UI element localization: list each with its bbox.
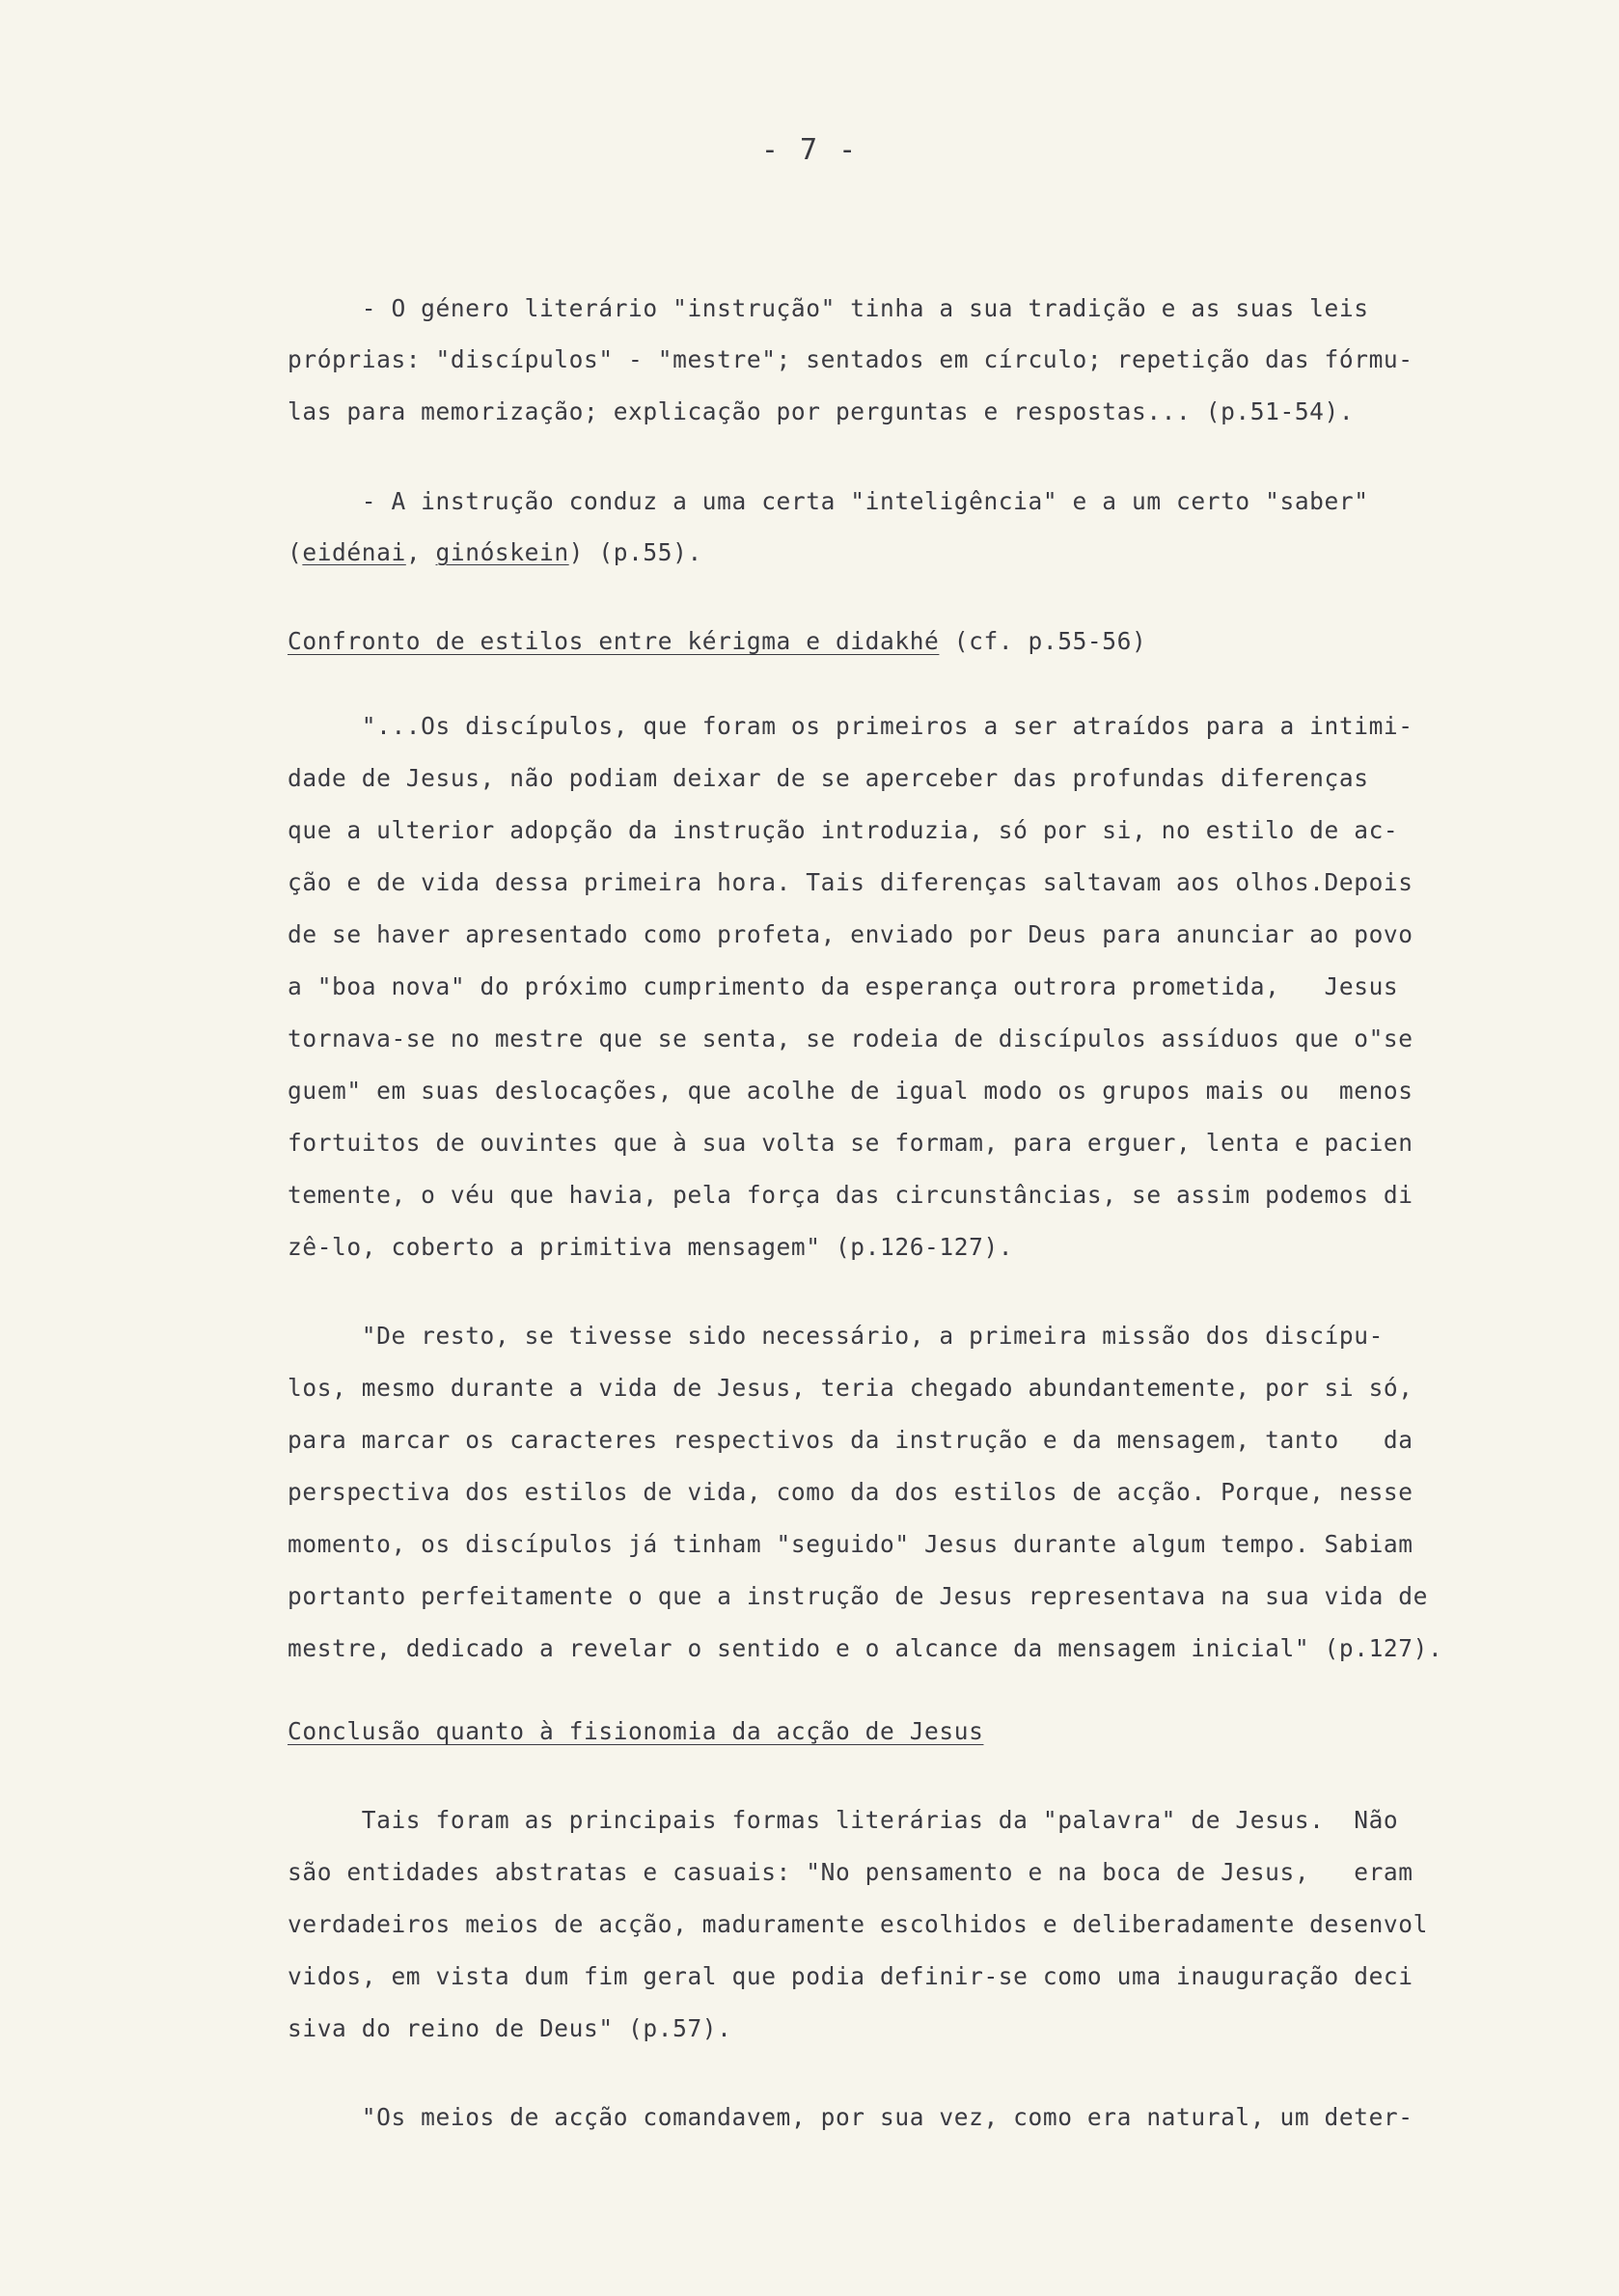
greek-term: ginóskein (435, 538, 569, 566)
section-heading-text: Conclusão quanto à fisionomia da acção de Jesus (288, 1717, 984, 1745)
section-heading-text: Confronto de estilos entre kérigma e didakhé (288, 627, 940, 655)
text-line: verdadeiros meios de acção, maduramente escolhidos e deliberadamente desenvol (288, 1910, 1428, 1938)
text-line: "Os meios de acção comandavem, por sua vez, como era natural, um deter- (288, 2103, 1413, 2131)
text-line: Tais foram as principais formas literárias da "palavra" de Jesus. Não (288, 1806, 1399, 1834)
text-line: "De resto, se tivesse sido necessário, a primeira missão dos discípu- (288, 1322, 1384, 1350)
section-heading-ref: (cf. p.55-56) (939, 627, 1147, 655)
section-heading (288, 1717, 983, 1746)
text-line: próprias: "discípulos" - "mestre"; sentados em círculo; repetição das fórmu- (288, 345, 1413, 373)
text-line: fortuitos de ouvintes que à sua volta se formam, para erguer, lenta e pacien (288, 1129, 1413, 1157)
text-line: dade de Jesus, não podiam deixar de se aperceber das profundas diferenças (288, 764, 1369, 792)
text-line: de se haver apresentado como profeta, enviado por Deus para anunciar ao povo (288, 920, 1413, 948)
text-line: para marcar os caracteres respectivos da instrução e da mensagem, tanto da (288, 1426, 1413, 1454)
text-line: las para memorização; explicação por perguntas e respostas... (p.51-54). (288, 397, 1355, 425)
section-heading (288, 627, 1146, 656)
text-line: guem" em suas deslocações, que acolhe de igual modo os grupos mais ou menos (288, 1077, 1413, 1105)
text-line: momento, os discípulos já tinham "seguido" Jesus durante algum tempo. Sabiam (288, 1530, 1413, 1558)
text-fragment: ) (p.55). (568, 538, 702, 566)
text-line: ção e de vida dessa primeira hora. Tais diferenças saltavam aos olhos.Depois (288, 868, 1413, 896)
text-line: são entidades abstratas e casuais: "No pensamento e na boca de Jesus, eram (288, 1858, 1413, 1886)
page-number: - 7 - (760, 133, 859, 167)
text-line: siva do reino de Deus" (p.57). (288, 2014, 732, 2042)
text-line: - O género literário "instrução" tinha a sua tradição e as suas leis (288, 294, 1369, 322)
text-line: temente, o véu que havia, pela força das circunstâncias, se assim podemos di (288, 1181, 1413, 1209)
text-line: a "boa nova" do próximo cumprimento da esperança outrora prometida, Jesus (288, 972, 1399, 1000)
text-line: portanto perfeitamente o que a instrução de Jesus representava na sua vida de (288, 1582, 1428, 1610)
text-line: "...Os discípulos, que foram os primeiros a ser atraídos para a intimi- (288, 712, 1413, 740)
text-line: que a ulterior adopção da instrução introduzia, só por si, no estilo de ac- (288, 816, 1399, 844)
text-line: - A instrução conduz a uma certa "inteligência" e a um certo "saber" (288, 487, 1369, 515)
text-fragment: ( (288, 538, 303, 566)
text-line: mestre, dedicado a revelar o sentido e o alcance da mensagem inicial" (p.127). (288, 1634, 1443, 1662)
text-line: perspectiva dos estilos de vida, como da dos estilos de acção. Porque, nesse (288, 1478, 1413, 1506)
text-line: los, mesmo durante a vida de Jesus, teria chegado abundantemente, por si só, (288, 1374, 1413, 1402)
text-line: vidos, em vista dum fim geral que podia definir-se como uma inauguração deci (288, 1962, 1413, 1990)
text-fragment: , (405, 538, 436, 566)
greek-term: eidénai (302, 538, 406, 566)
text-line-with-terms (288, 538, 702, 567)
text-line: zê-lo, coberto a primitiva mensagem" (p.126-127). (288, 1233, 1014, 1261)
text-line: tornava-se no mestre que se senta, se rodeia de discípulos assíduos que o"se (288, 1025, 1413, 1052)
